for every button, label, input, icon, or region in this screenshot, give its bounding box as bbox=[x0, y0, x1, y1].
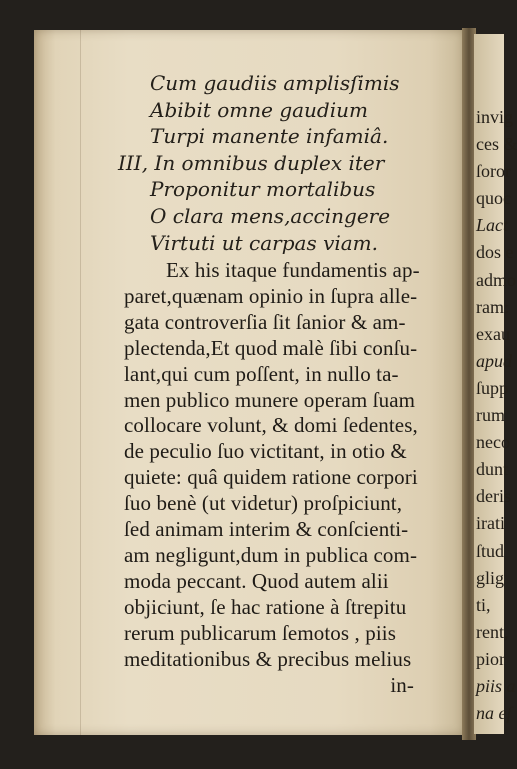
facing-line: glig bbox=[476, 567, 505, 588]
facing-line: ſoror bbox=[476, 161, 511, 182]
verse-line: O clara mens,accingere bbox=[150, 203, 391, 228]
page-edge-line bbox=[80, 30, 81, 735]
prose-line: de peculio ſuo victitant, in otio & bbox=[124, 439, 407, 464]
facing-line: ti, bbox=[476, 594, 491, 615]
verse-line: III, In omnibus duplex iter bbox=[118, 150, 385, 175]
prose-block bbox=[124, 258, 434, 698]
facing-line: Lact bbox=[476, 215, 509, 236]
facing-line: na eſ bbox=[476, 703, 512, 724]
facing-line: piis a bbox=[476, 675, 516, 696]
facing-line: quoc bbox=[476, 188, 511, 209]
facing-line: ram: bbox=[476, 296, 509, 317]
prose-line: moda peccant. Quod autem alii bbox=[124, 568, 389, 593]
verse-block bbox=[118, 70, 450, 256]
prose-line: men publico munere operam ſuam bbox=[124, 387, 416, 412]
facing-line: admo bbox=[476, 269, 516, 290]
prose-line: objiciunt, ſe hac ratione à ſtrepitu bbox=[124, 594, 407, 619]
facing-line: ces & bbox=[476, 134, 517, 155]
verse-line: Proponitur mortalibus bbox=[150, 177, 376, 202]
facing-page-edge bbox=[474, 34, 517, 734]
prose-line: paret,quænam opinio in ſupra alle- bbox=[124, 283, 418, 308]
prose-line: lant,qui cum poſſent, in nullo ta- bbox=[124, 361, 399, 386]
prose-line: am negligunt,dum in publica com- bbox=[124, 542, 418, 567]
prose-line: ſuo benè (ut videtur) proſpiciunt, bbox=[124, 491, 403, 516]
facing-line: pior bbox=[476, 648, 505, 669]
prose-line: Ex his itaque fundamentis ap- bbox=[166, 258, 420, 282]
verse-line: Cum gaudiis amplisſimis bbox=[150, 71, 400, 95]
facing-line: apud bbox=[476, 350, 512, 371]
facing-line: dos e bbox=[476, 242, 514, 263]
prose-line: meditationibus & precibus melius bbox=[124, 646, 412, 671]
prose-line: gata controverſia ſit ſanior & am- bbox=[124, 309, 406, 334]
facing-line: neco bbox=[476, 432, 510, 453]
prose-line: rerum publicarum ſemotos , piis bbox=[124, 620, 396, 645]
facing-line: ſtud bbox=[476, 540, 505, 561]
verse-line: Abibit omne gaudium bbox=[150, 97, 368, 122]
prose-line: plectenda,Et quod malè ſibi conſu- bbox=[124, 335, 418, 360]
prose-line: quiete: quâ quidem ratione corpori bbox=[124, 465, 418, 490]
facing-line: rent, bbox=[476, 621, 509, 642]
prose-line: collocare volunt, & domi ſedentes, bbox=[124, 413, 418, 438]
facing-line: deris bbox=[476, 486, 511, 507]
verse-line: Turpi manente infamiâ. bbox=[150, 124, 389, 149]
facing-page-text bbox=[476, 104, 516, 727]
facing-line: irati bbox=[476, 513, 505, 534]
catchword: in- bbox=[390, 672, 414, 697]
facing-line: exau bbox=[476, 323, 510, 344]
verse-line: Virtuti ut carpas viam. bbox=[150, 230, 379, 255]
facing-line: invig bbox=[476, 107, 514, 127]
facing-line: ſupp bbox=[476, 377, 509, 398]
prose-line: ſed animam interim & conſcienti- bbox=[124, 517, 409, 542]
facing-line: rum bbox=[476, 405, 505, 426]
facing-line: dunt bbox=[476, 459, 509, 480]
